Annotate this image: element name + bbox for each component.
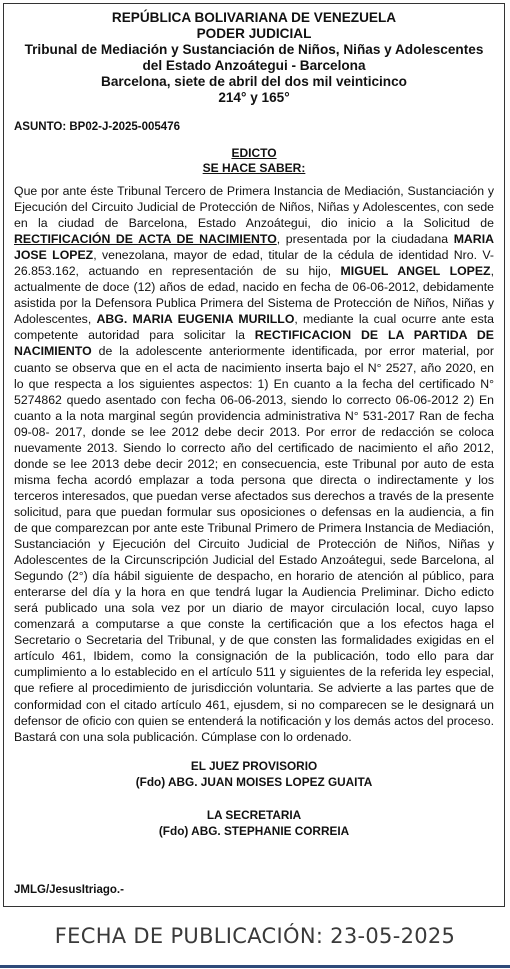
judge-signature [14, 758, 494, 790]
petition-type: RECTIFICACIÓN DE ACTA DE NACIMIENTO [14, 232, 277, 247]
publication-date: FECHA DE PUBLICACIÓN: 23-05-2025 [54, 924, 456, 948]
body-text-segment: , venezolana, mayor de edad, titular de la cédula de identidad Nro. V-26.853.162, actuando en representación de su hijo, [14, 248, 495, 279]
header-tribunal: Tribunal de Mediación y Sustanciación de Niños, Niñas y Adolescentes [24, 42, 484, 57]
case-number: ASUNTO: BP02-J-2025-005476 [14, 121, 180, 133]
header-state: del Estado Anzoátegui - Barcelona [142, 58, 366, 73]
judge-name: (Fdo) ABG. JUAN MOISES LOPEZ GUAITA [135, 774, 373, 789]
judge-title: EL JUEZ PROVISORIO [190, 758, 318, 773]
defender-name: ABG. MARIA EUGENIA MURILLO [96, 312, 295, 327]
child-name: MIGUEL ANGEL LOPEZ [340, 264, 491, 279]
body-text-segment: , mediante la cual ocurre ante esta competente autoridad para solicitar la [14, 312, 494, 343]
header-years: 214° y 165° [218, 90, 290, 105]
body-text-segment: Que por ante éste Tribunal Tercero de Primera Instancia de Mediación, Sustanciación y Ejecución del Circuito Judicial de Protección de Niños, Niñas y Adolescentes, con sede en la ciudad de Barcelona, Estado Anzoátegui, dio inicio a la Solicitud de [14, 184, 494, 231]
edict-body [14, 183, 494, 745]
edict-title: EDICTO [231, 146, 277, 160]
header-republic: REPÚBLICA BOLIVARIANA DE VENEZUELA [111, 10, 397, 25]
body-text-segment: de la adolescente anteriormente identificada, por error material, por cuanto se observa que en el acta de nacimiento inserta bajo el N° 2527, año 2020, en lo que respecta a los siguientes aspectos: 1) En cuanto a la fecha del certificado N° 5274862 quedo asentado con fecha 06-06-2013, siendo lo correcto 06-06-2012 2) En cuanto a la nota marginal según providencia administrativa N° 531-2017 Ran de fecha 09-08- 2017, donde se lee 2012 debe decir 2013. Por error de redacción se coloca nuevamente 2013. Siendo lo correcto año del certificado de nacimiento el año 2012, donde se lee 2013 debe decir 2012; en consecuencia, este Tribunal por auto de esta misma fecha acordó emplazar a toda persona que directa o indirectamente y los terceros interesados, que puedan verse afectados sus derechos a través de la presente solicitud, para que puedan formular sus oposiciones o defensas en la audiencia, a fin de que comparezcan por ante este Tribunal Primero de Primera Instancia de Mediación, Sustanciación y Ejecución del Circuito Judicial de Protección de Niños, Niñas y Adolescentes de la Circunscripción Judicial del Estado Anzoátegui, sede Barcelona, al Segundo (2°) día hábil siguiente de despacho, en horario de atención al público, para enterarse del día y la hora en que tendrá lugar la Audiencia Preliminar. Dicho edicto será publicado una sola vez por un diario de mayor circulación local, cuyo lapso comenzará a computarse a que conste la certificación que a los efectos haga el Secretario o Secretaria del Tribunal, y de que consten las formalidades exigidas en el artículo 461, Ibidem, como la consignación de la publicación, todo ello para dar cumplimiento a lo establecido en el artículo 511 y siguientes de la referida ley especial, que refiere al procedimiento de jurisdicción voluntaria. Se advierte a las partes que de conformidad con el citado artículo 461, ejusdem, si no comparecen se le designará un defensor de oficio con quien se entenderá la notificación y los demás actos del proceso. Bastará con una sola publicación. Cúmplase con lo ordenado. [14, 344, 494, 744]
body-text-segment: , actualmente de doce (12) años de edad, nacido en fecha de 06-06-2012, debidamente asistida por la Defensora Publica Primera del Sistema de Protección de Niños, Niñas y Adolescentes, [14, 264, 494, 327]
edict-subtitle: SE HACE SABER: [202, 161, 306, 175]
secretary-signature [14, 807, 494, 839]
document-header [14, 10, 494, 106]
header-date: Barcelona, siete de abril del dos mil veinticinco [101, 74, 407, 89]
secretary-title: LA SECRETARIA [206, 807, 302, 822]
transcriber-initials: JMLG/JesusItriago.- [14, 884, 124, 896]
body-text-segment: , presentada por la ciudadana [276, 232, 454, 247]
edict-notice [3, 3, 505, 907]
rectification-request: RECTIFICACION DE LA PARTIDA DE NACIMIENTO [14, 328, 495, 359]
edict-titles [14, 146, 494, 176]
secretary-name: (Fdo) ABG. STEPHANIE CORREIA [158, 823, 350, 838]
header-judicial-power: PODER JUDICIAL [196, 26, 312, 41]
bottom-divider [0, 965, 510, 968]
applicant-name: MARIA JOSE LOPEZ [14, 232, 494, 263]
